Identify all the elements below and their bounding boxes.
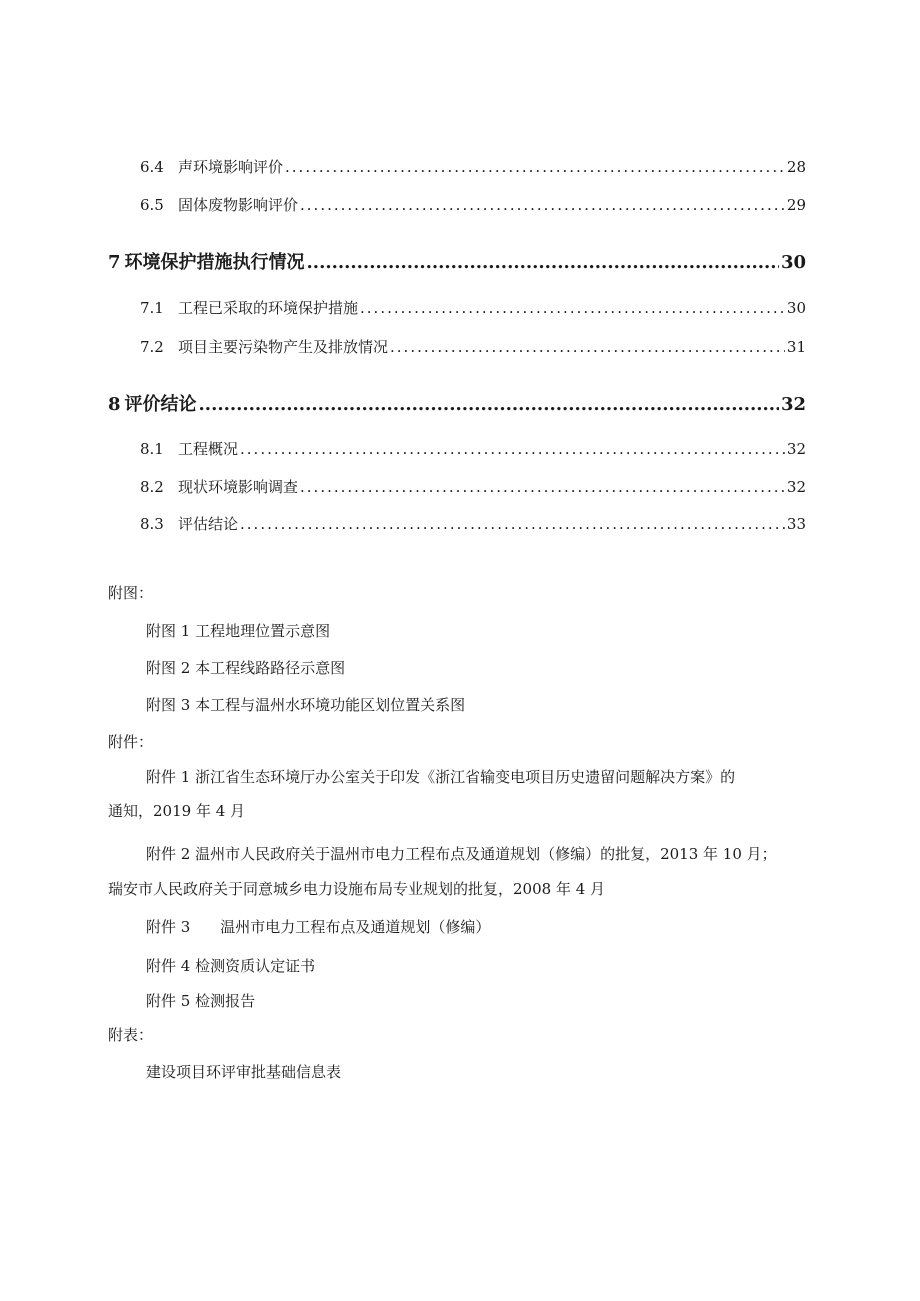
figure-item-3: 附图 3 本工程与温州水环境功能区划位置关系图: [146, 696, 466, 714]
toc-entry-8-3[interactable]: [140, 513, 806, 534]
toc-chapter-7[interactable]: [108, 248, 806, 274]
toc-chapter-8[interactable]: [108, 390, 806, 416]
toc-page: 32: [786, 478, 806, 496]
toc-number: 6.4: [140, 158, 164, 176]
toc-leader: [300, 478, 785, 496]
tables-heading: 附表：: [108, 1026, 154, 1044]
toc-title: 评价结论: [124, 394, 197, 415]
attachment-5: 附件 5 检测报告: [146, 992, 256, 1010]
attachment-4: 附件 4 检测资质认定证书: [146, 957, 316, 975]
toc-leader: [300, 196, 785, 214]
toc-title: 现状环境影响调查: [178, 478, 299, 496]
toc-page: 31: [786, 338, 806, 356]
attachment-2-line-1: 附件 2 温州市人民政府关于温州市电力工程布点及通道规划（修编）的批复，2013 年 10 月；: [146, 845, 777, 863]
toc-leader: [240, 515, 785, 533]
figure-item-2: 附图 2 本工程线路路径示意图: [146, 659, 346, 677]
toc-number: 7: [108, 252, 121, 273]
table-item-1: 建设项目环评审批基础信息表: [146, 1063, 342, 1081]
figures-heading: 附图：: [108, 584, 154, 602]
figure-item-1: 附图 1 工程地理位置示意图: [146, 622, 331, 640]
toc-number: 8.3: [140, 515, 164, 533]
attachment-2-line-2: 瑞安市人民政府关于同意城乡电力设施布局专业规划的批复，2008 年 4 月: [108, 880, 606, 898]
toc-leader: [390, 338, 785, 356]
toc-page: 32: [786, 440, 806, 458]
toc-title: 声环境影响评价: [178, 158, 284, 176]
toc-title: 环境保护措施执行情况: [124, 252, 305, 273]
toc-entry-7-2[interactable]: [140, 336, 806, 357]
toc-page: 29: [786, 196, 806, 214]
toc-number: 8.1: [140, 440, 164, 458]
toc-leader: [307, 252, 779, 273]
toc-page: 30: [786, 299, 806, 317]
attachment-1-line-1: 附件 1 浙江省生态环境厅办公室关于印发《浙江省输变电项目历史遗留问题解决方案》的: [146, 768, 736, 786]
toc-number: 7.2: [140, 338, 164, 356]
toc-title: 项目主要污染物产生及排放情况: [178, 338, 389, 356]
toc-entry-8-1[interactable]: [140, 438, 806, 459]
toc-page: 32: [780, 394, 806, 415]
toc-number: 6.5: [140, 196, 164, 214]
toc-entry-6-4[interactable]: [140, 156, 806, 177]
attachments-heading: 附件：: [108, 733, 154, 751]
toc-title: 固体废物影响评价: [178, 196, 299, 214]
attachment-3: 附件 3 温州市电力工程布点及通道规划（修编）: [146, 918, 491, 936]
toc-number: 8.2: [140, 478, 164, 496]
toc-leader: [285, 158, 785, 176]
toc-page: 33: [786, 515, 806, 533]
toc-page: 28: [786, 158, 806, 176]
toc-entry-8-2[interactable]: [140, 476, 806, 497]
toc-leader: [360, 299, 785, 317]
toc-entry-7-1[interactable]: [140, 297, 806, 318]
attachment-1-line-2: 通知，2019 年 4 月: [108, 802, 246, 820]
toc-number: 8: [108, 394, 121, 415]
toc-number: 7.1: [140, 299, 164, 317]
toc-page: 30: [780, 252, 806, 273]
toc-title: 工程已采取的环境保护措施: [178, 299, 359, 317]
toc-title: 评估结论: [178, 515, 239, 533]
toc-leader: [240, 440, 785, 458]
toc-leader: [199, 394, 779, 415]
toc-title: 工程概况: [178, 440, 239, 458]
toc-entry-6-5[interactable]: [140, 194, 806, 215]
